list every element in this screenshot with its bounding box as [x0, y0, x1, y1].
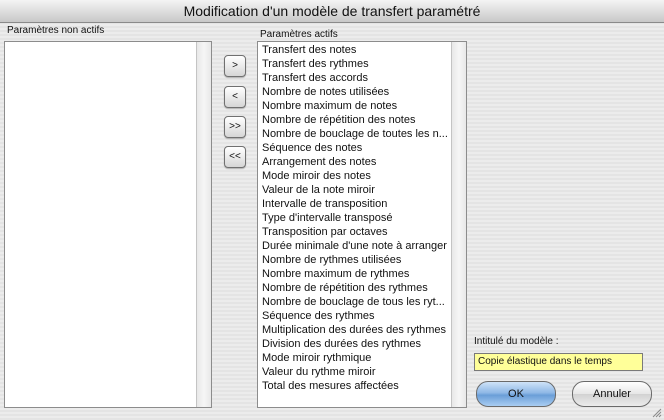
active-param-item[interactable]: Transfert des notes — [262, 44, 357, 56]
window-title: Modification d'un modèle de transfert paramétré — [0, 0, 664, 23]
active-param-item[interactable]: Valeur de la note miroir — [262, 184, 375, 196]
active-param-item[interactable]: Séquence des notes — [262, 142, 363, 154]
add-param-button[interactable]: > — [224, 55, 246, 77]
active-param-item[interactable]: Multiplication des durées des rythmes — [262, 324, 447, 336]
active-param-item[interactable]: Nombre de répétition des notes — [262, 114, 416, 126]
active-param-item[interactable]: Transfert des accords — [262, 72, 368, 84]
active-params-label: Paramètres actifs — [260, 29, 338, 40]
model-name-input[interactable]: Copie élastique dans le temps — [474, 353, 643, 371]
active-param-item[interactable]: Type d'intervalle transposé — [262, 212, 393, 224]
active-param-item[interactable]: Mode miroir rythmique — [262, 352, 372, 364]
active-param-item[interactable]: Intervalle de transposition — [262, 198, 388, 210]
active-param-item[interactable]: Nombre de bouclage de toutes les n... — [262, 128, 448, 140]
active-param-item[interactable]: Durée minimale d'une note à arranger — [262, 240, 447, 252]
active-param-item[interactable]: Nombre de rythmes utilisées — [262, 254, 402, 266]
active-param-item[interactable]: Transposition par octaves — [262, 226, 388, 238]
active-param-item[interactable]: Nombre de notes utilisées — [262, 86, 390, 98]
active-param-item[interactable]: Division des durées des rythmes — [262, 338, 421, 350]
ok-button[interactable]: OK — [476, 381, 556, 407]
remove-param-button[interactable]: < — [224, 86, 246, 108]
active-param-item[interactable]: Séquence des rythmes — [262, 310, 375, 322]
active-param-item[interactable]: Arrangement des notes — [262, 156, 377, 168]
inactive-params-label: Paramètres non actifs — [7, 25, 105, 36]
model-name-label: Intitulé du modèle : — [474, 336, 559, 347]
active-param-item[interactable]: Nombre de répétition des rythmes — [262, 282, 428, 294]
active-param-item[interactable]: Transfert des rythmes — [262, 58, 369, 70]
active-param-item[interactable]: Nombre de bouclage de tous les ryt... — [262, 296, 445, 308]
cancel-button[interactable]: Annuler — [572, 381, 652, 407]
active-param-item[interactable]: Valeur du rythme miroir — [262, 366, 376, 378]
active-params-list[interactable] — [257, 41, 467, 408]
active-param-item[interactable]: Mode miroir des notes — [262, 170, 371, 182]
active-params-scrollbar[interactable] — [451, 42, 466, 407]
active-param-item[interactable]: Total des mesures affectées — [262, 380, 399, 392]
inactive-params-list[interactable] — [4, 41, 212, 408]
inactive-params-scrollbar[interactable] — [196, 42, 211, 407]
active-param-item[interactable]: Nombre maximum de rythmes — [262, 268, 410, 280]
remove-all-params-button[interactable]: << — [224, 146, 246, 168]
add-all-params-button[interactable]: >> — [224, 116, 246, 138]
active-param-item[interactable]: Nombre maximum de notes — [262, 100, 398, 112]
resize-grip-icon[interactable] — [651, 407, 662, 418]
